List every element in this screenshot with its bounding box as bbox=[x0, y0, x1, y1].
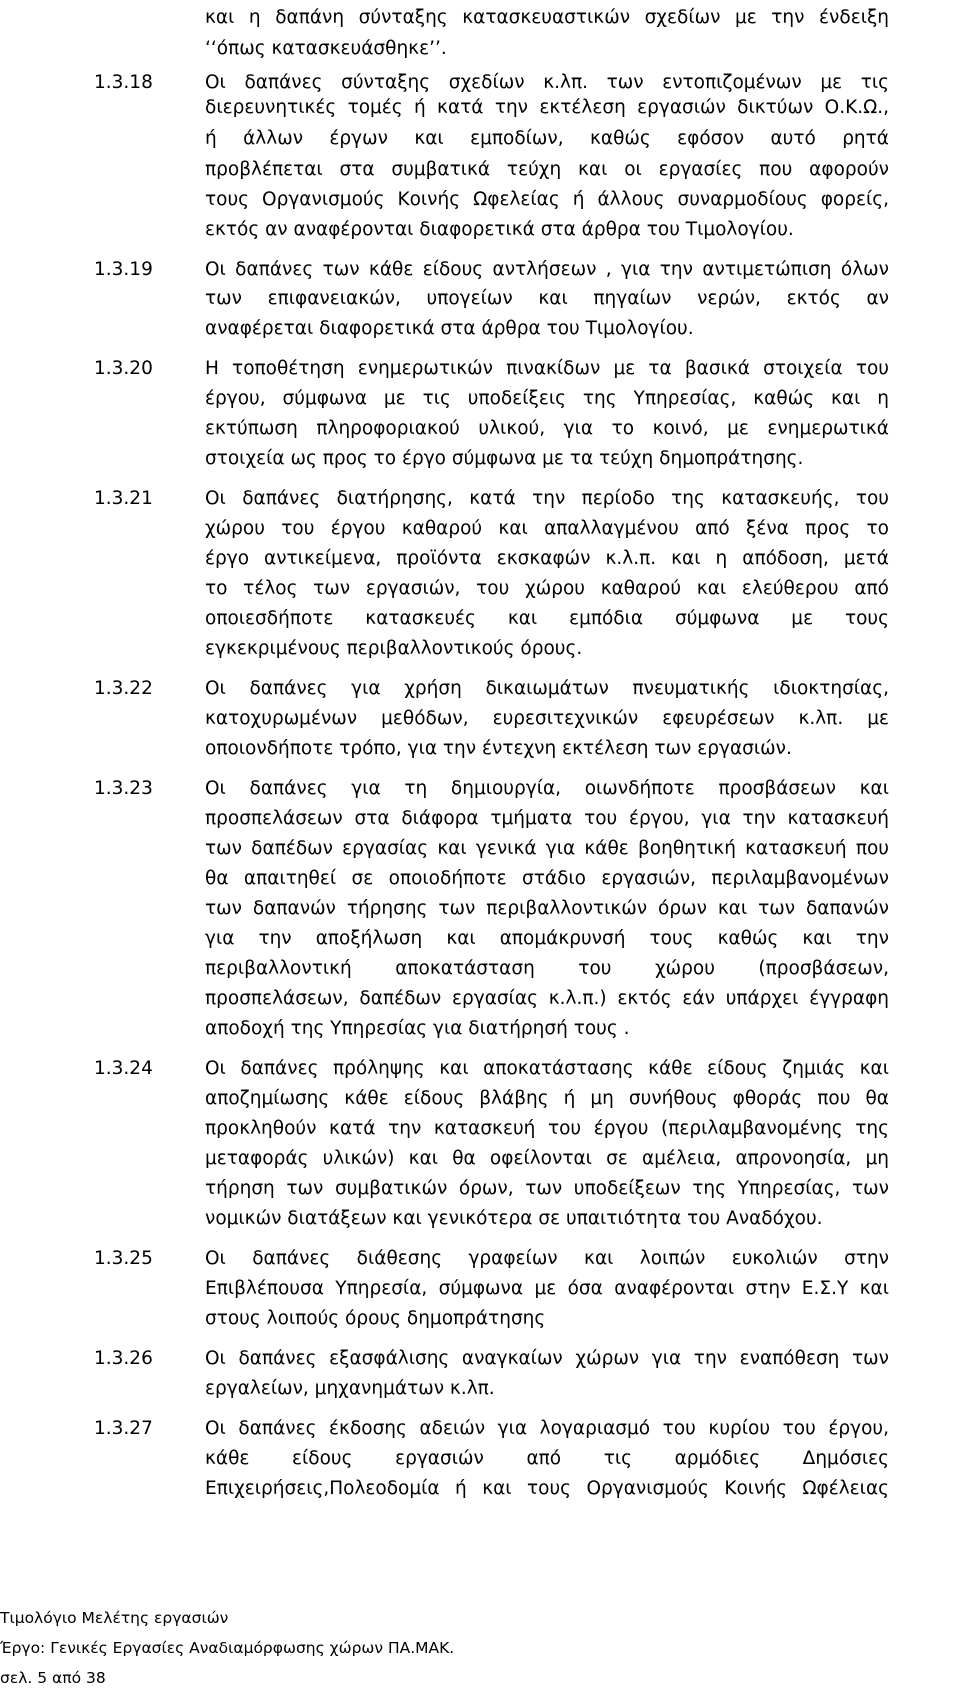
paragraph-line: χώρου του έργου καθαρού και απαλλαγμένου από ξένα προς το bbox=[205, 518, 889, 539]
paragraph-line: προσπελάσεων στα διάφορα τμήματα του έργου, για την κατασκευή bbox=[205, 808, 889, 829]
paragraph-line: των δαπανών τήρησης των περιβαλλοντικών όρων και των δαπανών bbox=[205, 898, 889, 919]
paragraph-line: εκτύπωση πληροφοριακού υλικού, για το κοινό, με ενημερωτικά bbox=[205, 418, 889, 439]
paragraph-line: τήρηση των συμβατικών όρων, των υποδείξεων της Υπηρεσίας, των bbox=[205, 1178, 889, 1199]
paragraph-line: μεταφοράς υλικών) και θα οφείλονται σε αμέλεια, απρονοησία, μη bbox=[205, 1148, 889, 1169]
item-number: 1.3.25 bbox=[94, 1248, 153, 1269]
paragraph-line: περιβαλλοντική αποκατάσταση του χώρου (προσβάσεων, bbox=[205, 958, 889, 979]
paragraph-line: των δαπέδων εργασίας και γενικά για κάθε βοηθητική κατασκευή που bbox=[205, 838, 889, 859]
paragraph-line: εργαλείων, μηχανημάτων κ.λπ. bbox=[205, 1378, 495, 1399]
paragraph-line: στους λοιπούς όρους δημοπράτησης bbox=[205, 1308, 546, 1329]
paragraph-line: Οι δαπάνες εξασφάλισης αναγκαίων χώρων για την εναπόθεση των bbox=[205, 1348, 889, 1369]
paragraph-line: διερευνητικές τομές ή κατά την εκτέλεση εργασιών δικτύων Ο.Κ.Ω., bbox=[205, 97, 889, 118]
paragraph-line: στοιχεία ως προς το έργο σύμφωνα με τα τεύχη δημοπράτησης. bbox=[205, 448, 804, 469]
paragraph-line: Οι δαπάνες πρόληψης και αποκατάστασης κάθε είδους ζημιάς και bbox=[205, 1058, 889, 1079]
paragraph-line: για την αποξήλωση και απομάκρυνσή τους καθώς και την bbox=[205, 928, 889, 949]
item-number: 1.3.24 bbox=[94, 1058, 153, 1079]
paragraph-line: οποιονδήποτε τρόπο, για την έντεχνη εκτέλεση των εργασιών. bbox=[205, 738, 792, 759]
paragraph-line: τους Οργανισμούς Κοινής Ωφελείας ή άλλους συναρμοδίους φορείς, bbox=[205, 189, 889, 210]
paragraph-line: προβλέπεται στα συμβατικά τεύχη και οι εργασίες που αφορούν bbox=[205, 159, 889, 180]
paragraph-line: αποδοχή της Υπηρεσίας για διατήρησή τους . bbox=[205, 1018, 630, 1039]
paragraph-line: Οι δαπάνες έκδοσης αδειών για λογαριασμό του κυρίου του έργου, bbox=[205, 1418, 889, 1439]
paragraph-line: Οι δαπάνες για τη δημιουργία, οιωνδήποτε προσβάσεων και bbox=[205, 778, 889, 799]
paragraph-line: Οι δαπάνες των κάθε είδους αντλήσεων , για την αντιμετώπιση όλων bbox=[205, 259, 889, 280]
paragraph-line: έργο αντικείμενα, προϊόντα εκσκαφών κ.λ.π. και η απόδοση, μετά bbox=[205, 548, 889, 569]
intro-line-2: ‘‘όπως κατασκευάσθηκε’’. bbox=[205, 38, 447, 59]
paragraph-line: των επιφανειακών, υπογείων και πηγαίων νερών, εκτός αν bbox=[205, 288, 889, 309]
paragraph-line: ή άλλων έργων και εμποδίων, καθώς εφόσον αυτό ρητά bbox=[205, 128, 889, 149]
footer-page-number: σελ. 5 από 38 bbox=[0, 1669, 106, 1687]
paragraph-line: Επιχειρήσεις,Πολεοδομία ή και τους Οργανισμούς Κοινής Ωφέλειας bbox=[205, 1478, 889, 1499]
paragraph-line: Επιβλέπουσα Υπηρεσία, σύμφωνα με όσα αναφέρονται στην Ε.Σ.Υ και bbox=[205, 1278, 889, 1299]
paragraph-line: εκτός αν αναφέρονται διαφορετικά στα άρθρα του Τιμολογίου. bbox=[205, 219, 794, 240]
paragraph-line: προσπελάσεων, δαπέδων εργασίας κ.λ.π.) εκτός εάν υπάρχει έγγραφη bbox=[205, 988, 889, 1009]
paragraph-line: θα απαιτηθεί σε οποιοδήποτε στάδιο εργασιών, περιλαμβανομένων bbox=[205, 868, 889, 889]
paragraph-line: Οι δαπάνες για χρήση δικαιωμάτων πνευματικής ιδιοκτησίας, bbox=[205, 678, 889, 699]
item-number: 1.3.21 bbox=[94, 488, 153, 509]
paragraph-line: προκληθούν κατά την κατασκευή του έργου (περιλαμβανομένης της bbox=[205, 1118, 889, 1139]
paragraph-line: κάθε είδους εργασιών από τις αρμόδιες Δημόσιες bbox=[205, 1448, 889, 1469]
paragraph-line: κατοχυρωμένων μεθόδων, ευρεσιτεχνικών εφευρέσεων κ.λπ. με bbox=[205, 708, 889, 729]
paragraph-line: οποιεσδήποτε κατασκευές και εμπόδια σύμφωνα με τους bbox=[205, 608, 889, 629]
paragraph-line: Οι δαπάνες διάθεσης γραφείων και λοιπών ευκολιών στην bbox=[205, 1248, 889, 1269]
footer-document-title: Τιμολόγιο Μελέτης εργασιών bbox=[0, 1609, 229, 1627]
paragraph-line: έργου, σύμφωνα με τις υποδείξεις της Υπηρεσίας, καθώς και η bbox=[205, 388, 889, 409]
item-number: 1.3.20 bbox=[94, 358, 153, 379]
item-number: 1.3.26 bbox=[94, 1348, 153, 1369]
item-number: 1.3.22 bbox=[94, 678, 153, 699]
paragraph-line: Οι δαπάνες διατήρησης, κατά την περίοδο της κατασκευής, του bbox=[205, 488, 889, 509]
paragraph-line: εγκεκριμένους περιβαλλοντικούς όρους. bbox=[205, 638, 583, 659]
paragraph-line: αναφέρεται διαφορετικά στα άρθρα του Τιμολογίου. bbox=[205, 318, 694, 339]
item-number: 1.3.23 bbox=[94, 778, 153, 799]
footer-project-name: Έργο: Γενικές Εργασίες Αναδιαμόρφωσης χώρων ΠΑ.ΜΑΚ. bbox=[0, 1639, 455, 1657]
paragraph-line: Η τοποθέτηση ενημερωτικών πινακίδων με τα βασικά στοιχεία του bbox=[205, 358, 889, 379]
item-number: 1.3.27 bbox=[94, 1418, 153, 1439]
item-number: 1.3.18 bbox=[94, 72, 153, 93]
paragraph-line: το τέλος των εργασιών, του χώρου καθαρού και ελεύθερου από bbox=[205, 578, 889, 599]
paragraph-line: αποζημίωσης κάθε είδους βλάβης ή μη συνήθους φθοράς που θα bbox=[205, 1088, 889, 1109]
paragraph-line: Οι δαπάνες σύνταξης σχεδίων κ.λπ. των εντοπιζομένων με τις bbox=[205, 72, 889, 93]
item-number: 1.3.19 bbox=[94, 259, 153, 280]
paragraph-line: νομικών διατάξεων και γενικότερα σε υπαιτιότητα του Αναδόχου. bbox=[205, 1208, 823, 1229]
intro-line-1: και η δαπάνη σύνταξης κατασκευαστικών σχεδίων με την ένδειξη bbox=[205, 7, 889, 28]
